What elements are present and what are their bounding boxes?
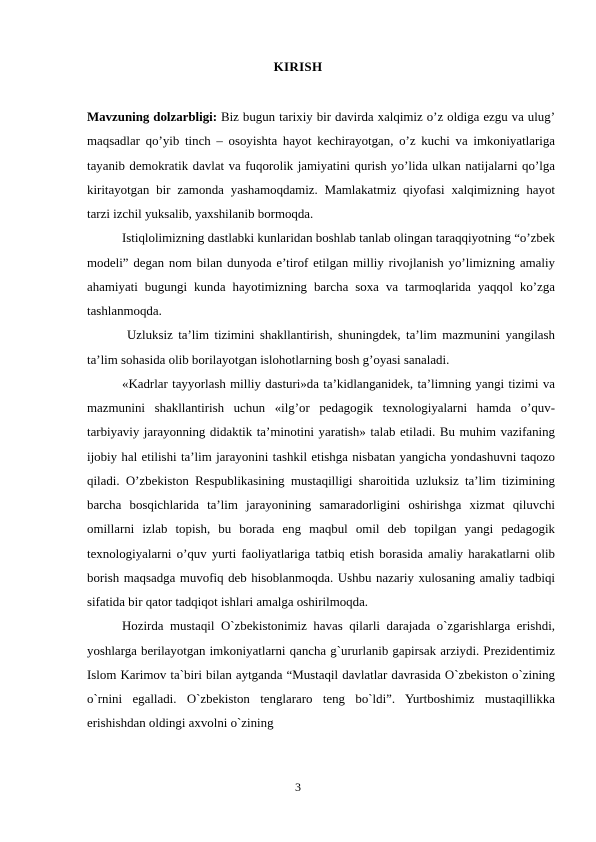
paragraph-text: Biz bugun tarixiy bir davirda xalqimiz o’z oldiga ezgu va ulug’ maqsadlar qo’yib tinch – osoyishta hayot kechirayotgan, o’z kuchi va imkoniyatlariga tayanib demokratik davlat va fuqorolik jamiyatini qurish yo’lida ulkan natijalarni qo’lga kiritayotgan bir zamonda yashamoqdamiz. Mamlakatmiz qiyofasi xalqimizning hayot tarzi izchil yuksalib, yaxshilanib bormoqda. — [87, 110, 555, 221]
paragraph-uzbek-model: Istiqlolimizning dastlabki kunlaridan boshlab tanlab olingan taraqqiyotning “o’zbek modeli” degan nom bilan dunyoda e’tirof etilgan milliy rivojlanish yo’limizning amaliy ahamiyati bugungi kunda hayotimizning barcha soxa va tarmoqlarida yaqqol ko’zga tashlanmoqda. — [87, 231, 555, 318]
paragraph-continuous-education: Uzluksiz ta’lim tizimini shakllantirish, shuningdek, ta’lim mazmunini yangilash ta’lim sohasida olib borilayotgan islohotlarning bosh g’oyasi sanaladi. — [87, 328, 555, 367]
paragraph-relevance — [87, 105, 555, 226]
paragraph-independence: Hozirda mustaqil O`zbekistonimiz havas qilarli darajada o`zgarishlarga erishdi, yoshlarga berilayotgan imkoniyatlarni qancha g`ururlanib gapirsak arziydi. Prezidentimiz Islom Karimov ta`biri bilan aytganda “Mustaqil davlatlar davrasida O`zbekiston o`zining o`rnini egalladi. O`zbekiston tenglararo teng bo`ldi”. Yurtboshimiz mustaqillikka erishishdan oldingi axvolni o`zining — [87, 619, 555, 731]
paragraph-training-program: «Kadrlar tayyorlash milliy dasturi»da ta’kidlanganidek, ta’limning yangi tizimi va mazmunini shakllantirish uchun «ilg’or pedagogik texnologiyalarni hamda o’quv-tarbiyaviy jarayonning didaktik ta’minotini yaratish» talab etiladi. Bu muhim vazifaning ijobiy hal etilishi ta’lim jarayonini tashkil etishga nisbatan yangicha yondashuvni taqozo qiladi. O’zbekiston Respublikasining mustaqilligi sharoitida uzluksiz ta’lim tizimining barcha bosqichlarida ta’lim jarayonining samaradorligini oshirishga xizmat qiluvchi omillarni izlab topish, bu borada eng maqbul omil deb topilgan yangi pedagogik texnologiyalarni o’quv yurti faoliyatlariga tatbiq etish borasida amaliy harakatlarni olib borish maqsadga muvofiq deb hisoblanmoqda. Ushbu nazariy xulosaning amaliy tadbiqi sifatida bir qator tadqiqot ishlari amalga oshirilmoqda. — [87, 376, 555, 609]
section-title: KIRISH — [273, 59, 323, 74]
page-number: 3 — [295, 780, 301, 794]
body-text — [87, 105, 555, 736]
paragraph-lead-heading: Mavzuning dolzarbligi: — [87, 110, 218, 124]
